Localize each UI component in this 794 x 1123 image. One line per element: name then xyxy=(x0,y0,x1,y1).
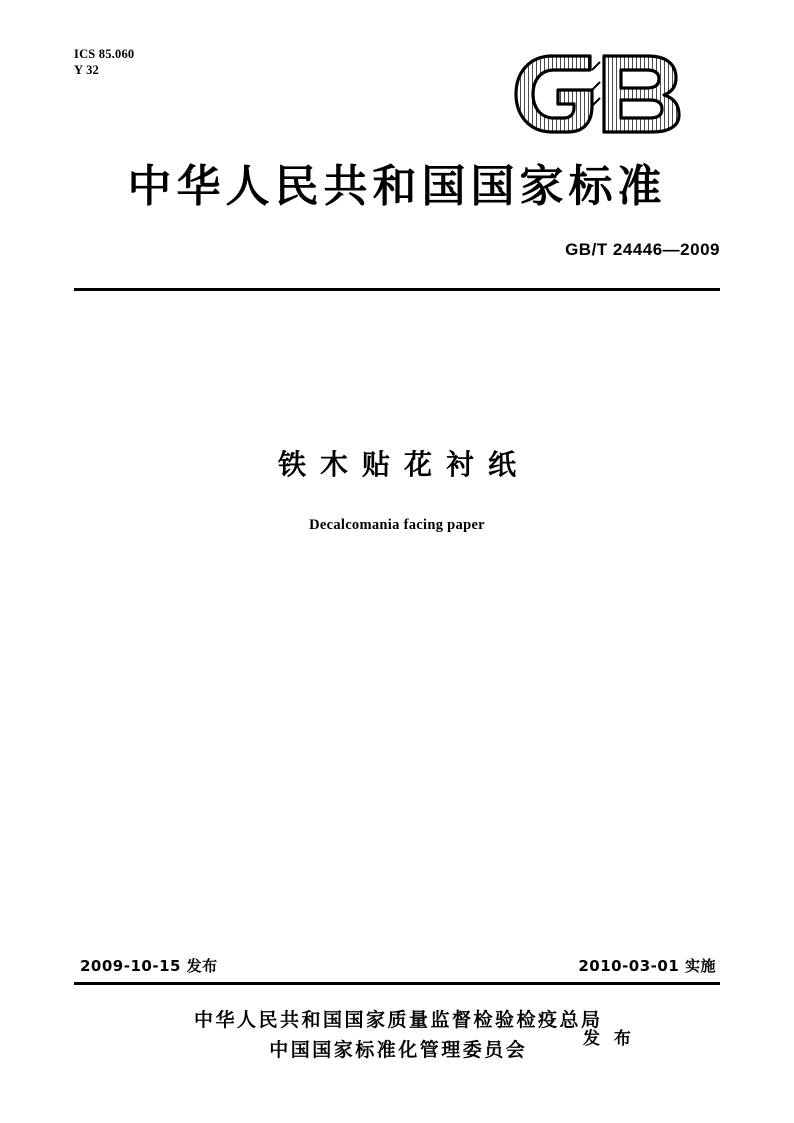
page-title: 中华人民共和国国家标准 xyxy=(127,161,667,212)
document-title-en: Decalcomania facing paper xyxy=(309,517,485,533)
issuer-line-1: 中华人民共和国国家质量监督检验检疫总局 xyxy=(193,1009,603,1031)
divider-top xyxy=(74,288,720,291)
standard-number: GB/T 24446—2009 xyxy=(565,240,720,259)
issuer-line-2: 中国国家标准化管理委员会 xyxy=(269,1039,528,1061)
document-title-cn: 铁木贴花衬纸 xyxy=(277,448,530,481)
classification-code: Y 32 xyxy=(74,63,99,77)
publish-label: 发 布 xyxy=(583,1029,635,1049)
ics-code: ICS 85.060 xyxy=(74,47,135,61)
divider-bottom xyxy=(74,982,720,985)
issuer-block xyxy=(0,1005,794,1065)
gb-emblem-icon xyxy=(508,48,698,140)
implementation-date: 2010-03-01 实施 xyxy=(578,957,716,975)
ics-classification-block xyxy=(74,46,134,78)
issue-date: 2009-10-15 发布 xyxy=(80,957,218,975)
